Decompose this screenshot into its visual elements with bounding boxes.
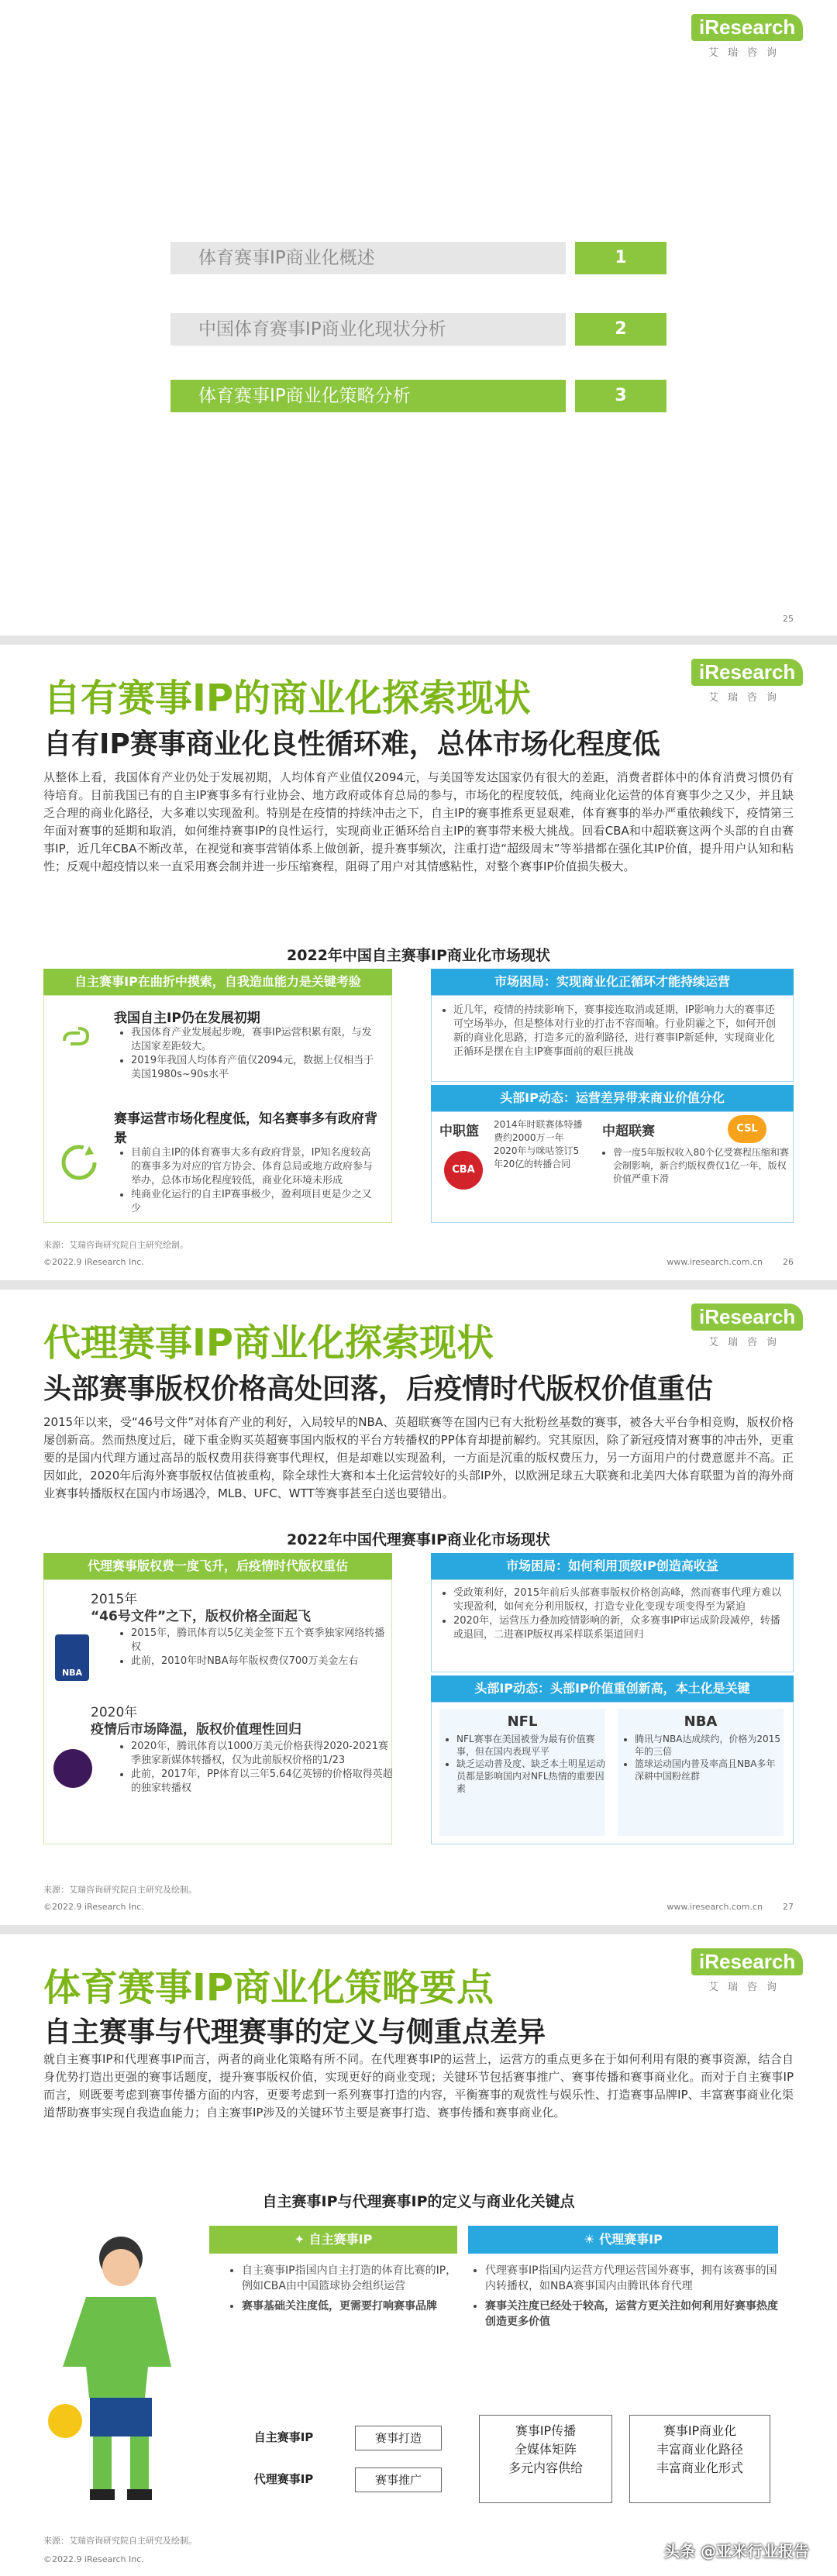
left-panel: 我国自主IP仍在发展初期 • 我国体育产业发展起步晚，赛事IP运营积累有限，与发达国家差距较大。 • 2019年我国人均体育产值仅2094元，数据上仅相当于美国1980s~90s水平 赛事运营市场化程度低，知名赛事多有政府背景 • 目前自主IP的体育赛事大多有政府背景，IP知名度较高的赛事多为对应的官方协会、体育总局或地方政府参与举办，总体市场化程度较低，商业化环境未形成 • 纯商业化运行的自主IP赛事极少，盈利项目更是少之又少 xyxy=(43,995,392,1223)
iresearch-logo: iResearch 艾瑞咨询 xyxy=(691,1948,794,1993)
own-ip-header: ✦ 自主赛事IP xyxy=(209,2226,457,2254)
right-header-bar-1: 市场困局：实现商业化正循环才能持续运营 xyxy=(431,969,794,995)
slide-agenda: iResearch 艾瑞咨询 体育赛事IP商业化概述 1 中国体育赛事IP商业化现状分析 2 体育赛事IP商业化策略分析 3 25 xyxy=(0,0,837,635)
slide-title: 体育赛事IP商业化策略要点 xyxy=(43,1966,494,2009)
body-paragraph: 从整体上看，我国体育产业仍处于发展初期，人均体育产业值仅2094元，与美国等发达国家仍有很大的差距，消费者群体中的体育消费习惯仍有待培育。目前我国已有的自主IP赛事多有行业协会、地方政府或体育总局的参与，市场化的程度较低，纯商业化运营的体育赛事少之又少，并且缺乏合理的商业化路径，大多难以实现盈利。特别是在疫情的持续冲击之下，自主IP的赛事推系更显艰难，体育赛事的举办严重依赖线下，疫情第三年面对赛事的延期和取消，如何维持赛事IP的良性运行，实现商业正循环给自主IP的赛事带来极大挑战。回看CBA和中超联赛这两个头部的自由赛事IP，近几年CBA不断改革，在视觉和赛事营销体系上做创新，提升赛事频次，注重打造“超级周末”等举措都在强化其IP价值，提升用户认知和粘性；反观中超疫情以来一直采用赛会制并进一步压缩赛程，阻碍了用户对其情感粘性，对整个赛事IP价值损失极大。 xyxy=(43,770,794,873)
right-header-bar-2: 头部IP动态：头部IP价值重创新高，本土化是关键 xyxy=(431,1675,794,1702)
agenda-item-2: 中国体育赛事IP商业化现状分析 2 xyxy=(170,313,666,346)
key-commercial: 赛事IP商业化 丰富商业化路径 丰富商业化形式 xyxy=(629,2415,770,2503)
iresearch-logo: iResearch 艾瑞咨询 xyxy=(691,659,794,704)
agenda-item-1: 体育赛事IP商业化概述 1 xyxy=(170,242,666,274)
slide-subtitle: 头部赛事版权价格高处回落，后疫情时代版权价值重估 xyxy=(43,1373,714,1405)
source-note: 来源：艾瑞咨询研究院自主研究及绘制。 xyxy=(43,1885,197,1895)
body-paragraph: 2015年以来，受“46号文件”对体育产业的利好，入局较早的NBA、英超联赛等在国内已有大批粉丝基数的赛事，被各大平台争相竞购，版权价格屡创新高。然而热度过后，碰下重金购买英超赛事国内版权的平台方转播权的PP体育却提前解约。究其原因，除了新冠疫情对赛事的冲击外，更重要的是国内代理方通过高昂的版权费用获得赛事代理权，但是却难以实现盈利，一方面是沉重的版权费压力，另一方面用户的付费意愿并不高。正因如此，2020年后海外赛事版权估值被重构，除全球性大赛和本土化运营较好的头部IP外，以欧洲足球五大联赛和北美四大体育联盟为首的海外商业赛事转播版权在国内市场遇冷，MLB、UFC、WTT等赛事甚至白送也要错出。 xyxy=(43,1415,794,1500)
source-note: 来源：艾瑞咨询研究院自主研究绘制。 xyxy=(43,1240,188,1250)
refresh-icon xyxy=(58,1142,100,1186)
right-panel-2: 中职篮 CBA 2014年时联赛体特播费约2000万一年2020年与咪咕签订5年20亿的转播合同 中超联赛 CSL • 曾一度5年版权收入80个亿受赛程压缩和赛会制影响，新合约版权费仅1亿一年，版权价值严重下滑 xyxy=(431,1111,794,1223)
figure-title: 自主赛事IP与代理赛事IP的定义与商业化关键点 xyxy=(262,2193,575,2210)
slide-subtitle: 自主赛事与代理赛事的定义与侧重点差异 xyxy=(43,2016,546,2048)
right-panel-1: • 近几年，疫情的持续影响下，赛事接连取消或延期，IP影响力大的赛事还可空场举办，但是整体对行业的打击不容而喻。行业阴霾之下，如何开创新的商业化思路，打造多元的盈利路径，进行赛事IP新延伸，实现商业化正循环是摆在自主IP赛事面前的艰巨挑战 xyxy=(431,995,794,1082)
left-panel: 2015年 “46号文件”之下，版权价格全面起飞 NBA • 2015年，腾讯体育以5亿美金签下五个赛季独家网络转播权 • 此前，2010年时NBA每年版权费仅700万美金左右 2020年 疫情后市场降温，版权价值理性回归 • 2020年，腾讯体育以1000万美元价格获得2020-2021赛季独家新媒体转播权，仅为此前版权价格的1/23 • 此前，2017年，PP体育以三年5.64亿英镑的价格取得英超的独家转播权 xyxy=(43,1579,392,1844)
shuttlecock-icon: ✦ xyxy=(294,2232,309,2247)
right-panel-2 xyxy=(431,1702,794,1844)
left-header-bar: 代理赛事版权费一度飞升，后疫情时代版权重估 xyxy=(43,1553,392,1579)
source-note: 来源：艾瑞咨询研究院自主研究及绘制。 xyxy=(43,2536,197,2546)
link-icon xyxy=(58,1019,100,1053)
footer: ©2022.9 iResearch Inc. www.iresearch.com.cn 26 xyxy=(43,1257,794,1267)
slide-own-ip xyxy=(0,645,837,1280)
figure-title: 2022年中国代理赛事IP商业化市场现状 xyxy=(287,1531,550,1548)
tag-promo: 赛事推广 xyxy=(355,2468,442,2492)
cba-logo: CBA xyxy=(444,1151,483,1190)
agenda-item-3-active: 体育赛事IP商业化策略分析 3 xyxy=(170,380,666,412)
premier-league-logo xyxy=(53,1749,92,1788)
right-panel-1: • 受政策利好，2015年前后头部赛事版权价格创高峰，然而赛事代理方难以实现盈利，如何充分利用版权，打造专业化变现专项变得至为紧迫 • 2020年，运营压力叠加疫情影响的新，众多赛事IP审运成阶段减停，转播或退回，二进赛IP版权再采样联系渠道回归 xyxy=(431,1579,794,1672)
csl-name: 中超联赛 xyxy=(602,1124,655,1139)
slide-strategy xyxy=(0,1934,837,2576)
footer: ©2022.9 iResearch Inc. www.iresearch.com.cn 27 xyxy=(43,1902,794,1912)
footer: ©2022.9 iResearch Inc. xyxy=(43,2554,144,2564)
football-player-illustration xyxy=(43,2227,198,2514)
right-header-bar-1: 市场困局：如何利用顶级IP创造高收益 xyxy=(431,1553,794,1579)
iresearch-logo: iResearch 艾瑞咨询 xyxy=(691,14,794,59)
nba-card: NBA • 腾讯与NBA达成续约，价格为2015年的三倍 • 篮球运动国内普及率高且NBA多年深耕中国粉丝群 xyxy=(618,1709,784,1836)
tag-agent-ip: 代理赛事IP xyxy=(229,2468,338,2491)
left-header-bar: 自主赛事IP在曲折中摸索，自我造血能力是关键考验 xyxy=(43,969,392,995)
key-spread: 赛事IP传播 全媒体矩阵 多元内容供给 xyxy=(479,2415,612,2503)
nba-logo: NBA xyxy=(55,1634,89,1681)
csl-logo: CSL xyxy=(728,1115,766,1143)
own-ip-panel: • 自主赛事IP指国内自主打造的体育比赛的IP，例如CBA由中国篮球协会组织运营 • 赛事基础关注度低，更需要打响赛事品牌 xyxy=(225,2263,457,2314)
cba-name: 中职篮 xyxy=(439,1124,479,1139)
slide-title: 自有赛事IP的商业化探索现状 xyxy=(43,677,532,720)
sun-icon: ☀ xyxy=(584,2232,600,2247)
tag-own-ip: 自主赛事IP xyxy=(229,2426,338,2449)
slide-title: 代理赛事IP商业化探索现状 xyxy=(43,1321,494,1365)
slide-agent-ip xyxy=(0,1290,837,1925)
right-header-bar-2: 头部IP动态：运营差异带来商业价值分化 xyxy=(431,1085,794,1111)
figure-title: 2022年中国自主赛事IP商业化市场现状 xyxy=(287,947,550,964)
agent-ip-panel: • 代理赛事IP指国内运营方代理运营国外赛事，拥有该赛事的国内转播权，如NBA赛事国内由腾讯体育代理 • 赛事关注度已经处于较高，运营方更关注如何利用好赛事热度创造更多价值 xyxy=(468,2263,778,2330)
nfl-card: NFL • NFL赛事在美国被誉为最有价值赛事，但在国内表现平平 • 缺乏运动普及度、缺乏本土明星运动员都是影响国内对NFL热情的重要因素 xyxy=(439,1709,605,1836)
watermark: 头条 @亚米行业报告 xyxy=(664,2542,809,2561)
body-paragraph: 就自主赛事IP和代理赛事IP而言，两者的商业化策略有所不同。在代理赛事IP的运营上，运营方的重点更多在于如何利用有限的赛事资源，结合自身优势打造出更强的赛事话题度，提升赛事版权价值，实现更好的商业变现；关键环节包括赛事推广、赛事传播和赛事商业化。而对于自主赛事IP而言，则既要考虑到赛事传播方面的内容，更要考虑到一系列赛事打造的内容，平衡赛事的观赏性与娱乐性、打造赛事品牌IP、丰富赛事商业化渠道帮助赛事实现自我造血能力；自主赛事IP涉及的关键环节主要是赛事打造、赛事传播和赛事商业化。 xyxy=(43,2052,794,2120)
agent-ip-header: ☀ 代理赛事IP xyxy=(468,2226,778,2254)
iresearch-logo: iResearch 艾瑞咨询 xyxy=(691,1303,794,1348)
slide-subtitle: 自有IP赛事商业化良性循环难，总体市场化程度低 xyxy=(43,728,660,760)
tag-build: 赛事打造 xyxy=(355,2426,442,2450)
